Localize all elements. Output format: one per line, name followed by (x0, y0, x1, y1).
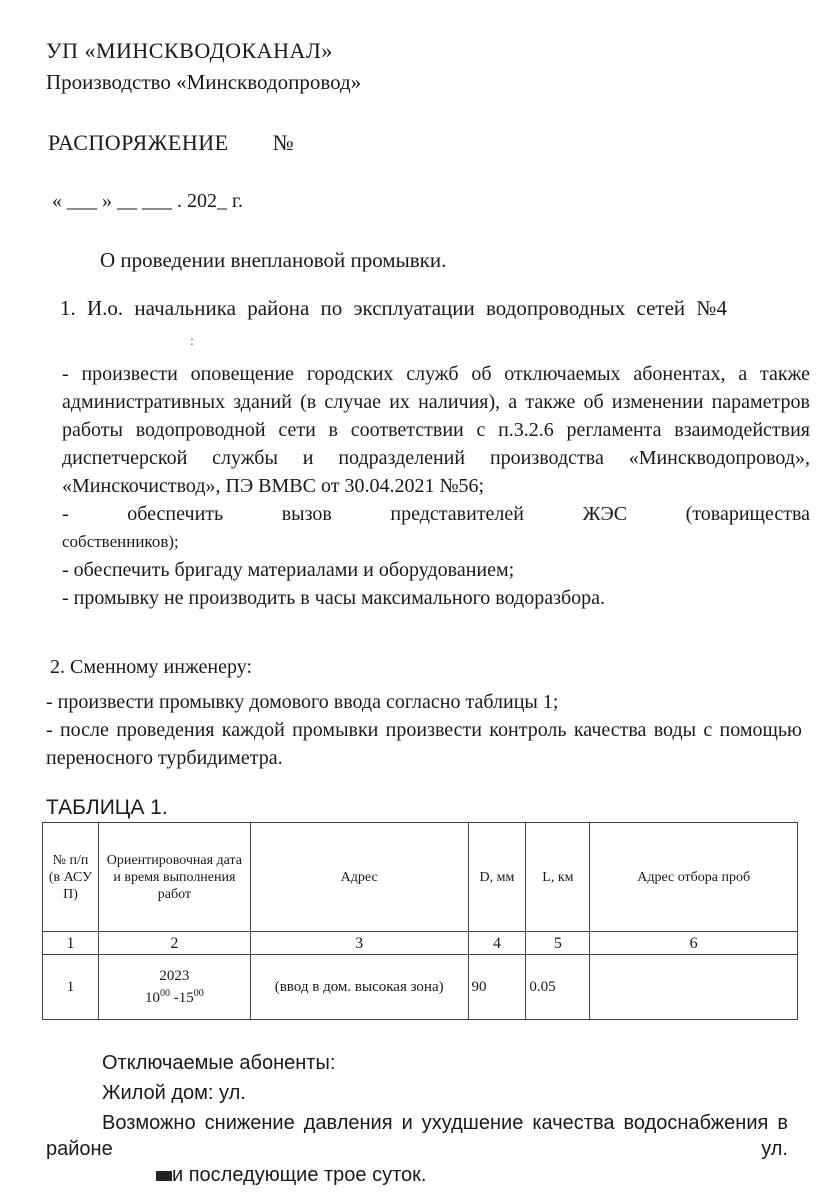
header-num: № п/п (в АСУ П) (43, 823, 99, 932)
pressure-warning (46, 1110, 788, 1188)
row-num: 1 (43, 955, 99, 1020)
header-diameter: D, мм (468, 823, 526, 932)
section1-paragraph-3: собственников); (62, 532, 179, 551)
order-number-label: № (272, 130, 295, 155)
col-number-5: 5 (526, 932, 590, 955)
row-diameter: 90 (468, 955, 526, 1020)
section2-paragraph-1: - произвести промывку домового ввода согласно таблицы 1; (46, 691, 559, 713)
section1-paragraph-1: - произвести оповещение городских служб об отключаемых абонентах, а также административных зданий (в случае их наличия), а также об изменении параметров работы водопроводной сети в соответствии с п.3.2.6 регламента взаимодействия диспетчерской службы и подразделений производства «Минскводопровод», «Минскочиствод», ПЭ ВМВС от 30.04.2021 №56; (62, 363, 810, 497)
disconnected-subscribers-label: Отключаемые абоненты: (102, 1052, 336, 1074)
org-division: Производство «Минскводопровод» (46, 70, 362, 94)
col-number-3: 3 (250, 932, 468, 955)
col-number-2: 2 (98, 932, 250, 955)
section1-body (62, 360, 810, 612)
flush-table (42, 822, 798, 1020)
row-length: 0.05 (526, 955, 590, 1020)
header-length: L, км (526, 823, 590, 932)
order-subject: О проведении внеплановой промывки. (100, 248, 447, 272)
section2-heading: 2. Сменному инженеру: (50, 656, 253, 678)
redaction-mark (156, 1171, 172, 1181)
table-row (43, 955, 798, 1020)
section1-paragraph-2: - обеспечить вызов представителей ЖЭС (товарищества (62, 503, 810, 525)
order-title: РАСПОРЯЖЕНИЕ (48, 130, 229, 155)
table-number-row (43, 932, 798, 955)
header-date: Ориентировочная дата и время выполнения работ (98, 823, 250, 932)
row-sample-address (590, 955, 798, 1020)
table-header-row (43, 823, 798, 932)
section1-paragraph-4: - обеспечить бригаду материалами и оборудованием; (62, 559, 515, 581)
order-title-line (48, 130, 294, 156)
pressure-warning-line1: Возможно снижение давления и ухудшение качества водоснабжения в районе ул. (46, 1112, 788, 1160)
header-sample-address: Адрес отбора проб (590, 823, 798, 932)
col-number-1: 1 (43, 932, 99, 955)
org-name: УП «МИНСКВОДОКАНАЛ» (46, 38, 333, 63)
col-number-4: 4 (468, 932, 526, 955)
header-address: Адрес (250, 823, 468, 932)
section1-tick: : (190, 334, 194, 349)
row-time: $10^{00}$ $-15^{00}$ (145, 987, 204, 1006)
section2-body (46, 688, 802, 772)
col-number-6: 6 (590, 932, 798, 955)
pressure-warning-line2: и последующие трое суток. (46, 1162, 788, 1188)
order-date: « ___ » __ ___ . 202_ г. (52, 190, 243, 212)
section2-paragraph-2: - после проведения каждой промывки произвести контроль качества воды с помощью переносного турбидиметра. (46, 719, 802, 769)
row-address: (ввод в дом. высокая зона) (250, 955, 468, 1020)
residential-building-label: Жилой дом: ул. (102, 1082, 246, 1104)
row-datetime (98, 955, 250, 1020)
table-title: ТАБЛИЦА 1. (46, 796, 168, 819)
section1-heading: 1. И.о. начальника района по эксплуатации водопроводных сетей №4 (60, 296, 727, 320)
row-date: 2023 (159, 967, 190, 984)
section1-paragraph-5: - промывку не производить в часы максимального водоразбора. (62, 587, 606, 609)
